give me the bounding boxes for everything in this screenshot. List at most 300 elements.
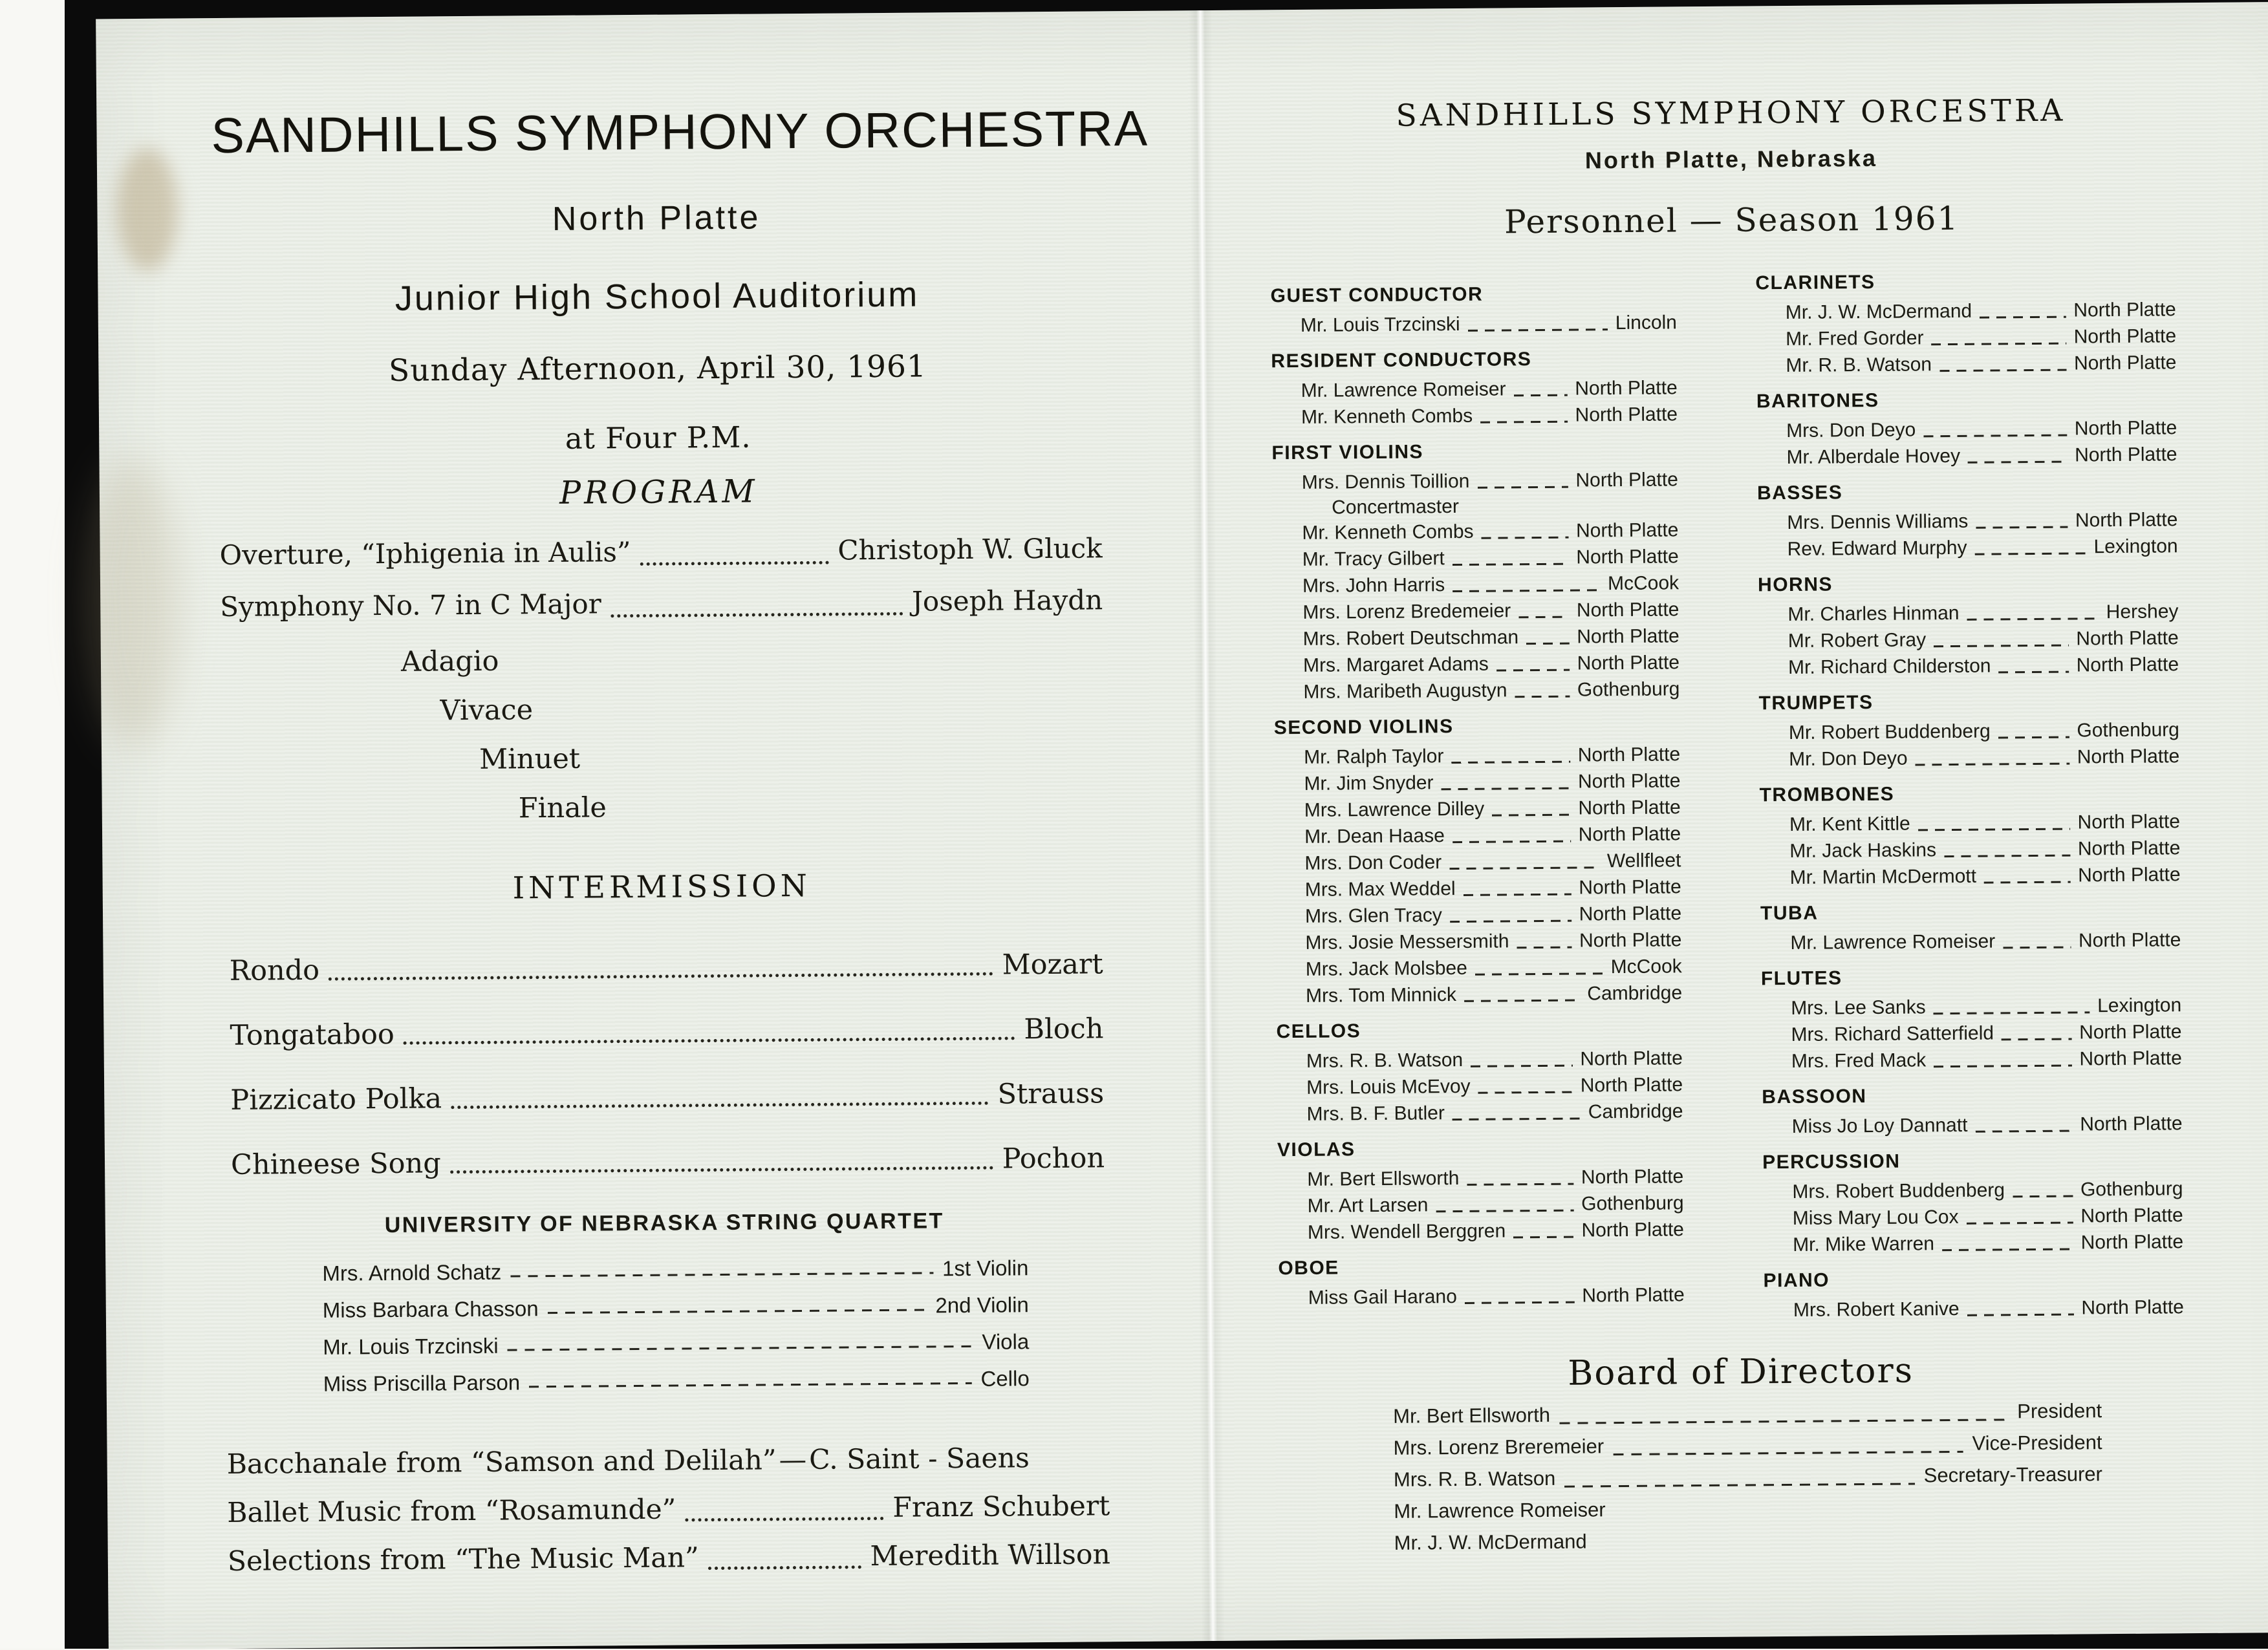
personnel-row bbox=[1275, 847, 1681, 877]
movement-name: Vivace bbox=[440, 694, 534, 727]
dash-leader bbox=[2013, 1195, 2073, 1197]
member-name: Miss Priscilla Parson bbox=[323, 1370, 521, 1396]
intermission-list bbox=[230, 947, 1105, 1213]
personnel-row bbox=[1277, 1098, 1683, 1128]
member-city: North Platte bbox=[2073, 352, 2177, 374]
dash-leader bbox=[1465, 1301, 1575, 1304]
member-name: Mrs. Dennis Toillion bbox=[1301, 470, 1470, 493]
composer-name: C. Saint - Saens bbox=[808, 1442, 1030, 1476]
dash-leader bbox=[1923, 434, 2067, 437]
member-city: North Platte bbox=[2073, 325, 2177, 348]
member-name: Mrs. Lorenz Bredemeier bbox=[1302, 600, 1511, 623]
dash-leader bbox=[1564, 1483, 1914, 1488]
dotted-leader bbox=[450, 1166, 993, 1174]
member-name: Mrs. Lawrence Dilley bbox=[1304, 798, 1485, 821]
program-item bbox=[228, 1537, 1110, 1580]
dash-leader bbox=[510, 1272, 933, 1278]
personnel-row bbox=[1273, 543, 1679, 573]
composer-name: Christoph W. Gluck bbox=[837, 532, 1103, 566]
quartet-list bbox=[322, 1256, 1030, 1409]
personnel-row bbox=[1275, 820, 1681, 850]
member-name: Mr. Jim Snyder bbox=[1304, 772, 1434, 795]
member-city: Lexington bbox=[2093, 535, 2178, 558]
dash-leader bbox=[1436, 1209, 1573, 1212]
dash-leader bbox=[1999, 670, 2069, 673]
scanner-bed-strip bbox=[0, 0, 65, 1649]
member-city: North Platte bbox=[1575, 403, 1678, 426]
member-name: Mrs. Fred Mack bbox=[1791, 1049, 1927, 1072]
dash-leader bbox=[1934, 1011, 2090, 1014]
member-name: Mr. Lawrence Romeiser bbox=[1301, 378, 1506, 402]
program-heading: PROGRAM bbox=[559, 473, 758, 511]
composer-name: Bloch bbox=[1024, 1012, 1104, 1046]
member-name: Mr. Alberdale Hovey bbox=[1786, 445, 1961, 468]
work-title: Pizzicato Polka bbox=[230, 1082, 442, 1117]
dash-leader bbox=[1449, 866, 1599, 870]
member-city: Wellfleet bbox=[1606, 850, 1681, 872]
composer-name: Pochon bbox=[1002, 1142, 1105, 1175]
instrument-part: 1st Violin bbox=[942, 1256, 1029, 1281]
personnel-row bbox=[1273, 623, 1679, 652]
personnel-row bbox=[1272, 517, 1678, 546]
work-title: Tongataboo bbox=[230, 1018, 395, 1052]
member-name: Mrs. Don Deyo bbox=[1786, 419, 1916, 442]
member-city: North Platte bbox=[2080, 1205, 2183, 1227]
paper-sheet bbox=[96, 2, 2268, 1650]
dash-leader bbox=[1980, 316, 2066, 319]
quartet-heading: UNIVERSITY OF NEBRASKA STRING QUARTET bbox=[384, 1208, 944, 1238]
member-city: North Platte bbox=[1579, 903, 1682, 925]
personnel-row bbox=[1274, 767, 1680, 797]
member-name: Mr. Lawrence Romeiser bbox=[1394, 1498, 1606, 1523]
member-city: North Platte bbox=[2073, 299, 2176, 321]
date-line: Sunday Afternoon, April 30, 1961 bbox=[388, 348, 927, 389]
personnel-row bbox=[1273, 649, 1679, 679]
member-name: Mrs. Lee Sanks bbox=[1791, 996, 1926, 1019]
member-role: Vice-President bbox=[1972, 1431, 2102, 1455]
paper-stain bbox=[116, 148, 178, 272]
personnel-row bbox=[1279, 1281, 1685, 1311]
member-city: North Platte bbox=[1577, 770, 1681, 793]
dash-leader bbox=[1492, 813, 1570, 816]
member-name: Mr. R. B. Watson bbox=[1786, 354, 1932, 376]
dash-leader bbox=[1976, 1130, 2073, 1133]
section-heading: TRUMPETS bbox=[1758, 691, 1874, 714]
member-name: Mr. Charles Hinman bbox=[1787, 602, 1960, 625]
dash-leader bbox=[1932, 342, 2066, 345]
dash-leader bbox=[1453, 589, 1600, 592]
member-name: Mrs. Arnold Schatz bbox=[322, 1259, 502, 1285]
quartet-member-row bbox=[323, 1292, 1029, 1323]
board-list bbox=[1393, 1395, 2103, 1559]
personnel-row bbox=[1273, 676, 1679, 705]
movement-list bbox=[215, 632, 1106, 835]
dash-leader bbox=[1453, 1117, 1581, 1120]
personnel-row bbox=[1277, 1190, 1683, 1219]
member-city: North Platte bbox=[2081, 1296, 2185, 1319]
dash-leader bbox=[1934, 1064, 2071, 1067]
dash-leader bbox=[1453, 840, 1571, 843]
dash-leader bbox=[1526, 642, 1569, 645]
member-name: Mr. Kent Kittle bbox=[1789, 813, 1910, 835]
personnel-row bbox=[1762, 1175, 2183, 1205]
movement-name: Minuet bbox=[479, 742, 581, 776]
member-city: Gothenburg bbox=[1577, 678, 1680, 701]
time-line: at Four P.M. bbox=[565, 420, 751, 456]
personnel-row bbox=[1278, 1216, 1684, 1246]
personnel-row bbox=[1760, 835, 2180, 864]
dash-leader bbox=[1976, 526, 2068, 529]
member-city: North Platte bbox=[1575, 519, 1679, 542]
personnel-row bbox=[1764, 1294, 2184, 1323]
program-item bbox=[220, 580, 1103, 627]
member-city: North Platte bbox=[2080, 1113, 2183, 1135]
member-role: President bbox=[2017, 1399, 2102, 1423]
dash-leader bbox=[1477, 486, 1568, 489]
member-name: Mr. Don Deyo bbox=[1789, 747, 1908, 770]
dash-leader bbox=[1468, 328, 1608, 332]
composer-name: Joseph Haydn bbox=[911, 584, 1103, 617]
dash-leader bbox=[1450, 919, 1571, 923]
em-dash-joiner: — bbox=[779, 1444, 807, 1477]
section-heading: OBOE bbox=[1278, 1257, 1339, 1280]
member-name: Mrs. R. B. Watson bbox=[1306, 1049, 1463, 1072]
section-heading: BARITONES bbox=[1756, 389, 1879, 412]
program-item bbox=[227, 1488, 1110, 1532]
composer-name: Meredith Willson bbox=[870, 1539, 1111, 1573]
section-heading: BASSOON bbox=[1762, 1086, 1867, 1108]
composer-name: Strauss bbox=[997, 1077, 1105, 1111]
member-city: Lincoln bbox=[1615, 312, 1678, 334]
personnel-row bbox=[1756, 349, 2176, 379]
member-name: Mr. Bert Ellsworth bbox=[1307, 1168, 1460, 1190]
personnel-row bbox=[1762, 1110, 2183, 1140]
personnel-row bbox=[1271, 374, 1678, 404]
center-fold-crease bbox=[1189, 10, 1225, 1641]
member-name: Mrs. Louis McEvoy bbox=[1306, 1075, 1471, 1098]
dash-leader bbox=[1984, 881, 2070, 884]
work-title: Bacchanale from “Samson and Delilah” bbox=[226, 1444, 777, 1481]
member-name: Mr. Tracy Gilbert bbox=[1302, 548, 1445, 570]
personnel-row bbox=[1762, 1045, 2182, 1075]
dash-leader bbox=[1916, 762, 2069, 766]
member-city: Gothenburg bbox=[2077, 719, 2180, 742]
member-name: Mrs. John Harris bbox=[1302, 574, 1445, 597]
member-role: Secretary-Treasurer bbox=[1923, 1462, 2103, 1487]
member-city: North Platte bbox=[1575, 469, 1678, 491]
dotted-leader bbox=[708, 1565, 861, 1570]
work-title: Selections from “The Music Man” bbox=[227, 1542, 699, 1578]
personnel-row bbox=[1756, 296, 2176, 326]
orchestra-title: SANDHILLS SYMPHONY ORCHESTRA bbox=[211, 100, 1149, 164]
section-heading: GUEST CONDUCTOR bbox=[1270, 283, 1484, 307]
member-name: Mr. Fred Gorder bbox=[1785, 327, 1924, 350]
program-list bbox=[219, 528, 1103, 639]
dash-leader bbox=[1464, 999, 1579, 1002]
member-city: North Platte bbox=[1582, 1284, 1685, 1307]
member-city: Cambridge bbox=[1587, 982, 1683, 1005]
member-city: McCook bbox=[1607, 572, 1679, 595]
dash-leader bbox=[1482, 536, 1568, 539]
personnel-row bbox=[1276, 980, 1682, 1009]
member-name: Mr. Art Larsen bbox=[1307, 1194, 1429, 1217]
dotted-leader bbox=[610, 612, 903, 618]
program-item bbox=[219, 528, 1102, 575]
member-name: Mrs. B. F. Butler bbox=[1306, 1102, 1445, 1125]
personnel-row bbox=[1756, 414, 2177, 444]
personnel-row bbox=[1271, 401, 1678, 431]
instrument-part: Cello bbox=[980, 1366, 1030, 1391]
personnel-row bbox=[1273, 570, 1679, 599]
personnel-row bbox=[1761, 992, 2181, 1022]
member-city: North Platte bbox=[2078, 864, 2181, 886]
member-name: Mr. Martin McDermott bbox=[1789, 865, 1977, 888]
dash-leader bbox=[1942, 1248, 2073, 1251]
dash-leader bbox=[1463, 893, 1571, 896]
intermission-heading: INTERMISSION bbox=[512, 868, 812, 906]
personnel-row bbox=[1271, 309, 1677, 339]
member-city: North Platte bbox=[2079, 1047, 2183, 1070]
member-city: North Platte bbox=[2078, 929, 2181, 952]
member-name: Mr. J. W. McDermand bbox=[1394, 1530, 1587, 1554]
member-city: North Platte bbox=[1578, 797, 1681, 819]
personnel-row bbox=[1276, 953, 1682, 983]
section-heading: CELLOS bbox=[1276, 1020, 1361, 1043]
dash-leader bbox=[1480, 420, 1567, 423]
member-name: Mr. Richard Childerston bbox=[1787, 655, 1991, 678]
member-city: North Platte bbox=[2077, 837, 2181, 860]
member-name: Mrs. Maribeth Augustyn bbox=[1303, 680, 1507, 703]
member-name: Rev. Edward Murphy bbox=[1787, 537, 1967, 560]
section-heading: PERCUSSION bbox=[1762, 1150, 1901, 1173]
program-item bbox=[230, 947, 1103, 988]
member-city: North Platte bbox=[2076, 627, 2179, 650]
work-title: Ballet Music from “Rosamunde” bbox=[227, 1494, 676, 1529]
member-name: Mr. Bert Ellsworth bbox=[1393, 1403, 1551, 1428]
personnel-row bbox=[1275, 794, 1681, 824]
member-name: Mrs. Josie Messersmith bbox=[1305, 930, 1509, 954]
section-heading: TROMBONES bbox=[1759, 783, 1895, 806]
personnel-row bbox=[1763, 1228, 2183, 1258]
member-name: Mrs. R. B. Watson bbox=[1393, 1466, 1556, 1491]
member-city: McCook bbox=[1610, 956, 1682, 978]
dotted-leader bbox=[686, 1517, 884, 1521]
personnel-row bbox=[1759, 716, 2179, 746]
movement-name: Finale bbox=[518, 791, 607, 825]
personnel-row bbox=[1758, 598, 2178, 628]
personnel-row bbox=[1277, 1045, 1683, 1075]
dash-leader bbox=[1939, 369, 2066, 372]
member-name: Mrs. Dennis Williams bbox=[1787, 510, 1969, 533]
member-city: North Platte bbox=[1577, 625, 1679, 648]
dotted-leader bbox=[404, 1036, 1015, 1044]
section-heading: BASSES bbox=[1756, 482, 1843, 504]
dash-leader bbox=[1944, 854, 2070, 857]
dash-leader bbox=[1475, 972, 1603, 976]
member-name: Mrs. Don Coder bbox=[1304, 852, 1442, 874]
member-city: North Platte bbox=[2077, 745, 2180, 768]
member-city: North Platte bbox=[1581, 1219, 1685, 1241]
venue-line: Junior High School Auditorium bbox=[394, 275, 920, 318]
member-name: Mr. Ralph Taylor bbox=[1304, 745, 1444, 768]
dash-leader bbox=[1967, 1221, 2073, 1225]
member-name: Mrs. Max Weddel bbox=[1304, 878, 1456, 901]
dash-leader bbox=[1967, 1313, 2074, 1316]
dash-leader bbox=[1998, 736, 2069, 738]
dash-leader bbox=[1451, 760, 1570, 764]
member-city: North Platte bbox=[2074, 444, 2177, 466]
member-name: Mrs. Robert Buddenberg bbox=[1792, 1179, 2005, 1203]
member-name: Mrs. Wendell Berggren bbox=[1307, 1220, 1506, 1243]
personnel-row bbox=[1277, 1163, 1683, 1193]
section-heading: VIOLAS bbox=[1277, 1139, 1355, 1161]
work-title: Overture, “Iphigenia in Aulis” bbox=[219, 536, 631, 572]
member-name: Mr. J. W. McDermand bbox=[1785, 300, 1972, 324]
season-heading: Personnel — Season 1961 bbox=[1504, 199, 1960, 241]
member-name: Mrs. Margaret Adams bbox=[1302, 653, 1489, 676]
personnel-row bbox=[1275, 900, 1681, 930]
dash-leader bbox=[1517, 946, 1572, 948]
personnel-row bbox=[1274, 741, 1680, 771]
dash-leader bbox=[1453, 562, 1569, 566]
member-city: Lexington bbox=[2097, 994, 2182, 1017]
dash-leader bbox=[1559, 1419, 2008, 1424]
personnel-row bbox=[1761, 1018, 2181, 1048]
member-city: North Platte bbox=[1578, 823, 1681, 846]
member-city: Gothenburg bbox=[2080, 1178, 2183, 1201]
personnel-column-right bbox=[1755, 269, 2184, 1323]
member-name: Mr. Jack Haskins bbox=[1789, 839, 1937, 862]
member-city: North Platte bbox=[1579, 929, 1682, 952]
member-name: Mr. Mike Warren bbox=[1792, 1233, 1935, 1256]
program-item bbox=[230, 1012, 1103, 1053]
section-heading: PIANO bbox=[1763, 1269, 1830, 1292]
section-heading: FIRST VIOLINS bbox=[1271, 441, 1424, 464]
member-name: Mr. Robert Buddenberg bbox=[1788, 720, 1991, 744]
member-city: North Platte bbox=[1580, 1047, 1683, 1070]
dash-leader bbox=[1975, 552, 2086, 555]
work-title: Symphony No. 7 in C Major bbox=[220, 588, 601, 623]
member-city: North Platte bbox=[2079, 1021, 2182, 1044]
member-name: Mrs. Tom Minnick bbox=[1305, 984, 1457, 1007]
member-name: Miss Barbara Chasson bbox=[322, 1296, 539, 1322]
dash-leader bbox=[2003, 946, 2071, 948]
member-city: North Platte bbox=[1577, 744, 1681, 766]
member-name: Mrs. Lorenz Breremeier bbox=[1393, 1435, 1604, 1459]
member-city: North Platte bbox=[1579, 876, 1681, 899]
program-item bbox=[230, 1077, 1104, 1117]
orchestra-title-right: SANDHILLS SYMPHONY ORCESTRA bbox=[1396, 92, 2066, 134]
section-heading: RESIDENT CONDUCTORS bbox=[1271, 348, 1532, 372]
member-city: North Platte bbox=[1577, 652, 1680, 674]
finale-list bbox=[227, 1440, 1111, 1592]
personnel-column-left bbox=[1270, 282, 1684, 1311]
personnel-row bbox=[1756, 323, 2176, 352]
work-title: Rondo bbox=[229, 954, 320, 987]
personnel-row bbox=[1758, 533, 2178, 562]
member-name: Mr. Louis Trzcinski bbox=[1300, 313, 1460, 336]
member-note: Concertmaster bbox=[1332, 495, 1459, 519]
member-city: North Platte bbox=[1581, 1166, 1684, 1188]
personnel-row bbox=[1763, 1202, 2183, 1232]
member-name: Mr. Kenneth Combs bbox=[1301, 405, 1473, 428]
member-name: Mr. Dean Haase bbox=[1304, 825, 1445, 848]
section-heading: CLARINETS bbox=[1755, 271, 1875, 294]
personnel-row bbox=[1272, 466, 1678, 496]
board-member-row bbox=[1394, 1521, 2103, 1559]
member-city: North Platte bbox=[2076, 654, 2179, 676]
board-member-row bbox=[1394, 1458, 2102, 1495]
board-member-row bbox=[1393, 1426, 2102, 1464]
member-name: Miss Gail Harano bbox=[1308, 1286, 1457, 1309]
instrument-part: Viola bbox=[982, 1329, 1030, 1354]
member-name: Miss Mary Lou Cox bbox=[1792, 1206, 1959, 1229]
program-item bbox=[227, 1440, 1110, 1483]
personnel-row bbox=[1277, 1071, 1683, 1101]
personnel-row bbox=[1756, 441, 2177, 471]
personnel-row bbox=[1760, 808, 2180, 838]
dotted-leader bbox=[451, 1102, 988, 1109]
personnel-row bbox=[1757, 506, 2177, 536]
dash-leader bbox=[1967, 617, 2099, 621]
personnel-row bbox=[1759, 743, 2179, 773]
member-name: Mrs. Robert Kanive bbox=[1793, 1298, 1960, 1321]
member-city: North Platte bbox=[2075, 509, 2178, 531]
dash-leader bbox=[508, 1345, 973, 1351]
personnel-row bbox=[1758, 651, 2179, 681]
member-city: North Platte bbox=[1576, 546, 1679, 568]
member-name: Mrs. Richard Satterfield bbox=[1791, 1022, 1994, 1045]
movement-name: Adagio bbox=[400, 645, 499, 678]
member-name: Mr. Robert Gray bbox=[1787, 629, 1927, 652]
dash-leader bbox=[2002, 1038, 2071, 1040]
program-item bbox=[231, 1141, 1105, 1182]
member-name: Mr. Lawrence Romeiser bbox=[1790, 930, 1996, 954]
member-name: Mrs. Robert Deutschman bbox=[1302, 627, 1519, 650]
member-city: North Platte bbox=[2074, 417, 2177, 440]
member-name: Mr. Louis Trzcinski bbox=[323, 1333, 499, 1359]
dash-leader bbox=[1467, 1183, 1573, 1186]
city-state-subtitle: North Platte, Nebraska bbox=[1584, 144, 1878, 174]
dash-leader bbox=[548, 1309, 927, 1314]
dash-leader bbox=[1514, 394, 1568, 396]
member-city: North Platte bbox=[1576, 599, 1679, 621]
section-heading: TUBA bbox=[1760, 902, 1819, 925]
personnel-row bbox=[1760, 927, 2181, 956]
member-name: Mr. Kenneth Combs bbox=[1302, 520, 1474, 544]
member-name: Mrs. Glen Tracy bbox=[1304, 905, 1442, 927]
dash-leader bbox=[1471, 1064, 1572, 1067]
member-city: North Platte bbox=[2077, 811, 2181, 833]
dash-leader bbox=[1968, 460, 2067, 464]
dash-leader bbox=[1478, 1091, 1573, 1094]
personnel-row bbox=[1760, 861, 2181, 891]
dash-leader bbox=[529, 1382, 971, 1388]
composer-name: Mozart bbox=[1002, 948, 1103, 981]
quartet-member-row bbox=[323, 1366, 1030, 1397]
personnel-row bbox=[1275, 873, 1681, 903]
section-heading: FLUTES bbox=[1760, 967, 1842, 990]
instrument-part: 2nd Violin bbox=[935, 1292, 1029, 1318]
member-city: North Platte bbox=[1575, 377, 1678, 400]
work-title: Chineese Song bbox=[230, 1147, 441, 1181]
dash-leader bbox=[1918, 828, 2070, 831]
dash-leader bbox=[1515, 695, 1570, 698]
composer-name: Franz Schubert bbox=[892, 1490, 1110, 1524]
dash-leader bbox=[1513, 1236, 1573, 1238]
member-name: Miss Jo Loy Dannatt bbox=[1791, 1114, 1968, 1137]
member-city: North Platte bbox=[1580, 1074, 1683, 1097]
